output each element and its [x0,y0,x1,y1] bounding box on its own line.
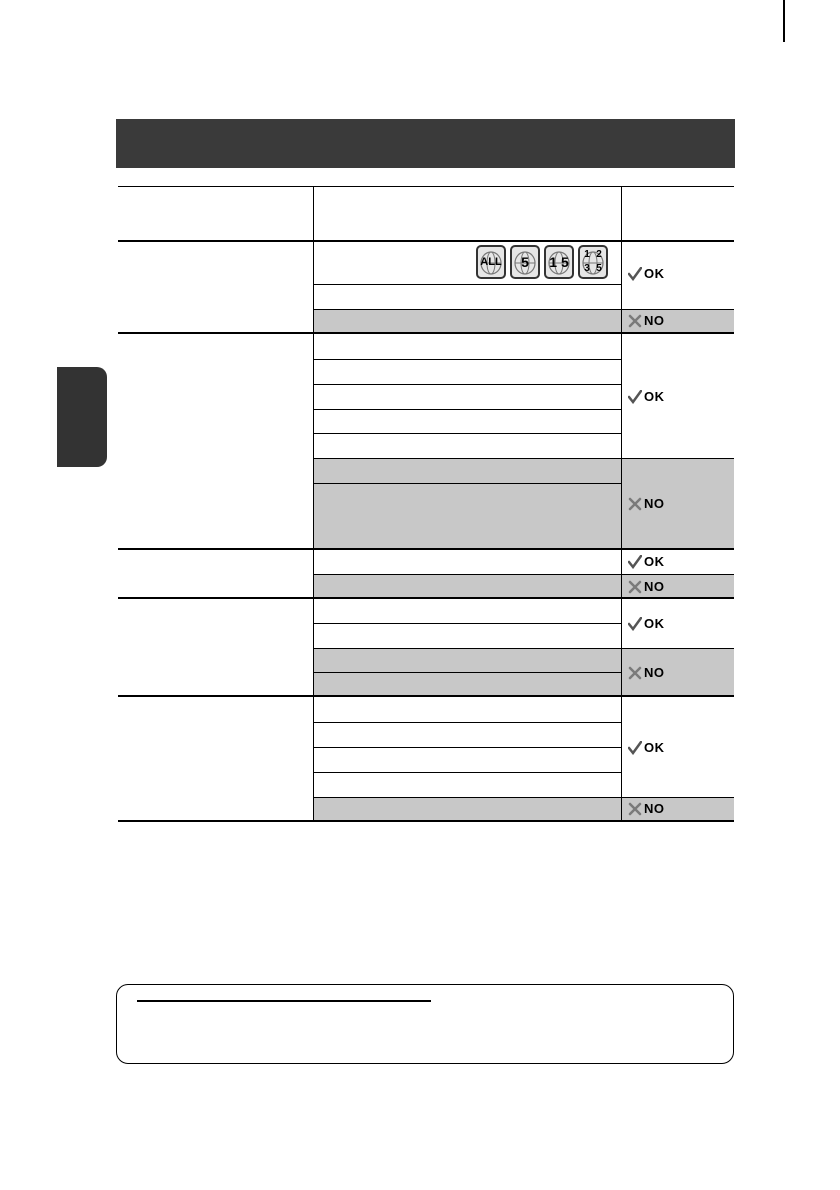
ok-mark: OK [628,616,665,631]
row-divider [314,359,621,360]
row-divider [314,384,621,385]
cross-mark-icon [628,802,642,816]
check-mark-icon [628,267,642,281]
globe-region-icon: 5 [510,245,540,279]
globe-region-icon: 1 5 [544,245,574,279]
not-playable-row [314,574,734,598]
row-divider [314,722,621,723]
not-playable-row [314,797,734,821]
check-mark-icon [628,555,642,569]
crop-mark-line [783,0,785,42]
not-playable-row [314,309,734,333]
note-heading-underline [137,1000,431,1002]
row-divider [314,409,621,410]
group-divider [118,597,734,599]
row-divider [314,772,621,773]
group-divider [118,548,734,550]
language-side-tab [57,367,107,467]
globe-region-icon: ALL [476,245,506,279]
row-divider [314,458,734,459]
group-divider [118,695,734,697]
table-top-rule [118,186,734,187]
row-divider [314,648,734,649]
row-divider [314,623,621,624]
no-mark: NO [628,665,665,680]
table-bottom-rule [118,820,734,822]
row-divider [314,672,621,673]
no-mark: NO [628,801,665,816]
check-mark-icon [628,390,642,404]
column-divider [313,186,314,822]
table-header-rule [118,240,734,242]
section-header-band [116,119,735,168]
no-mark: NO [628,579,665,594]
not-playable-row [314,458,734,548]
ok-mark: OK [628,266,665,281]
disc-compatibility-table [118,186,734,824]
row-divider [314,309,734,310]
region-code-icons [476,245,608,279]
ok-mark: OK [628,554,665,569]
cross-mark-icon [628,497,642,511]
ok-mark: OK [628,389,665,404]
column-divider [621,186,622,822]
check-mark-icon [628,617,642,631]
row-divider [314,574,734,575]
no-mark: NO [628,496,665,511]
row-divider [314,483,621,484]
no-mark: NO [628,313,665,328]
cross-mark-icon [628,666,642,680]
globe-region-icon: 1 2 3 5 [578,245,608,279]
row-divider [314,797,734,798]
row-divider [314,433,621,434]
row-divider [314,284,621,285]
caution-note-box [116,984,734,1064]
row-divider [314,747,621,748]
ok-mark: OK [628,740,665,755]
group-divider [118,332,734,334]
check-mark-icon [628,741,642,755]
cross-mark-icon [628,580,642,594]
cross-mark-icon [628,314,642,328]
